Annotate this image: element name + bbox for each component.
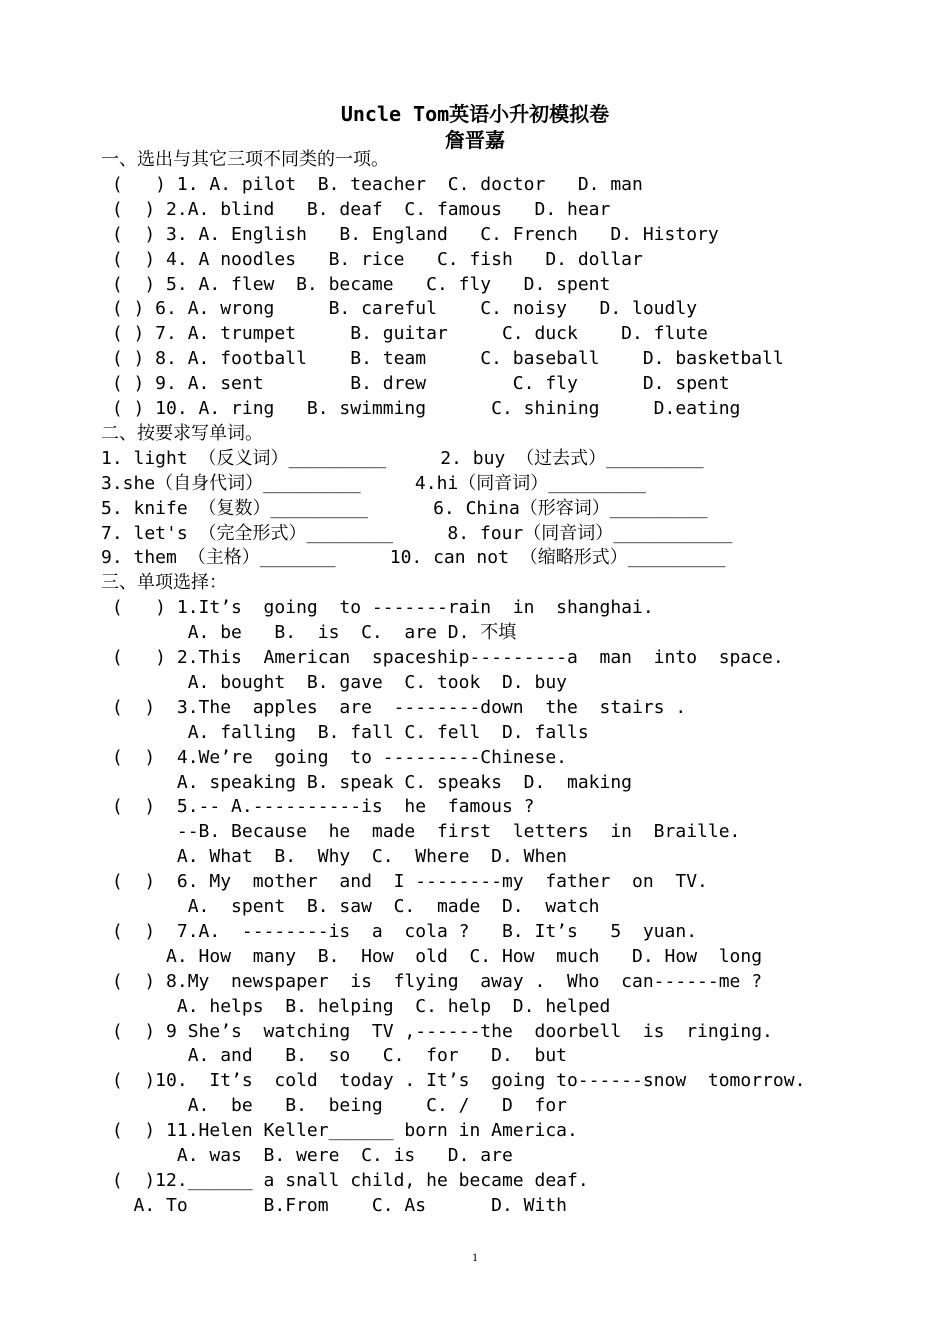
exam-line: ( ) 5.-- A.----------is he famous ? [101,796,535,818]
exam-line: 5. knife （复数）_________ 6. China（形容词）_________ [101,497,708,519]
exam-line: A. speaking B. speak C. speaks D. making [101,771,633,793]
exam-line: A. and B. so C. for D. but [101,1045,567,1067]
exam-line: ( ) 9. A. sent B. drew C. fly D. spent [101,373,730,395]
exam-line: ( )10. It’s cold today . It’s going to------snow tomorrow. [101,1070,806,1092]
exam-line: ( )12.______ a snall child, he became deaf. [101,1169,589,1191]
exam-line: ( ) 3. A. English B. England C. French D. History [101,223,719,245]
exam-line: ( ) 10. A. ring B. swimming C. shining D.eating [101,398,741,419]
exam-line: ( ) 4. A noodles B. rice C. fish D. dollar [101,248,643,270]
exam-line: ( ) 2.A. blind B. deaf C. famous D. hear [101,198,611,220]
exam-line: 1. light （反义词）_________ 2. buy （过去式）_________ [101,447,704,469]
page-title: Uncle Tom英语小升初模拟卷 [340,102,610,126]
exam-line: ( ) 1.It’s going to -------rain in shanghai. [101,597,654,619]
exam-line: A. How many B. How old C. How much D. How long [101,945,763,967]
exam-line: ( ) 9 She’s watching TV ,------the doorbell is ringing. [101,1020,773,1042]
exam-line: A. To B.From C. As D. With [101,1194,567,1216]
exam-line: A. be B. being C. / D for [101,1095,567,1117]
exam-line: ( ) 1. A. pilot B. teacher C. doctor D. man [101,173,643,195]
exam-line: A. be B. is C. are D. 不填 [101,622,517,644]
exam-line: A. was B. were C. is D. are [101,1145,513,1166]
exam-line: A. bought B. gave C. took D. buy [101,671,567,693]
exam-line: ( ) 3.The apples are --------down the stairs . [101,696,687,718]
exam-line: 3.she（自身代词）_________ 4.hi（同音词）_________ [101,472,646,494]
exam-line: --B. Because he made first letters in Braille. [101,821,741,843]
exam-line: A. falling B. fall C. fell D. falls [101,721,589,743]
exam-line: 三、单项选择： [101,572,227,594]
exam-line: 7. let's （完全形式）________ 8. four（同音词）___________ [101,522,733,544]
exam-line: ( ) 7.A. --------is a cola ? B. It’s 5 yuan. [101,920,698,942]
exam-line: 9. them （主格）_______ 10. can not （缩略形式）_________ [101,547,726,569]
page-number: 1 [472,1250,478,1264]
exam-line: ( ) 5. A. flew B. became C. fly D. spent [101,273,611,295]
exam-line: ( ) 7. A. trumpet B. guitar C. duck D. flute [101,323,708,345]
exam-line: 二、按要求写单词。 [101,422,263,444]
exam-line: ( ) 6. A. wrong B. careful C. noisy D. loudly [101,298,698,320]
exam-line: A. helps B. helping C. help D. helped [101,995,611,1017]
exam-line: ( ) 2.This American spaceship---------a man into space. [101,647,784,668]
exam-line: ( ) 4.We’re going to ---------Chinese. [101,746,567,768]
author-name: 詹晋嘉 [445,128,505,152]
exam-line: ( ) 8.My newspaper is flying away . Who can------me ? [101,970,763,992]
exam-line: A. What B. Why C. Where D. When [101,846,567,868]
exam-line: ( ) 8. A. football B. team C. baseball D. basketball [101,348,784,370]
exam-line: ( ) 11.Helen Keller______ born in America. [101,1120,578,1142]
exam-line: 一、选出与其它三项不同类的一项。 [101,149,389,170]
exam-line: ( ) 6. My mother and I --------my father on TV. [101,871,708,893]
exam-line: A. spent B. saw C. made D. watch [101,896,600,917]
